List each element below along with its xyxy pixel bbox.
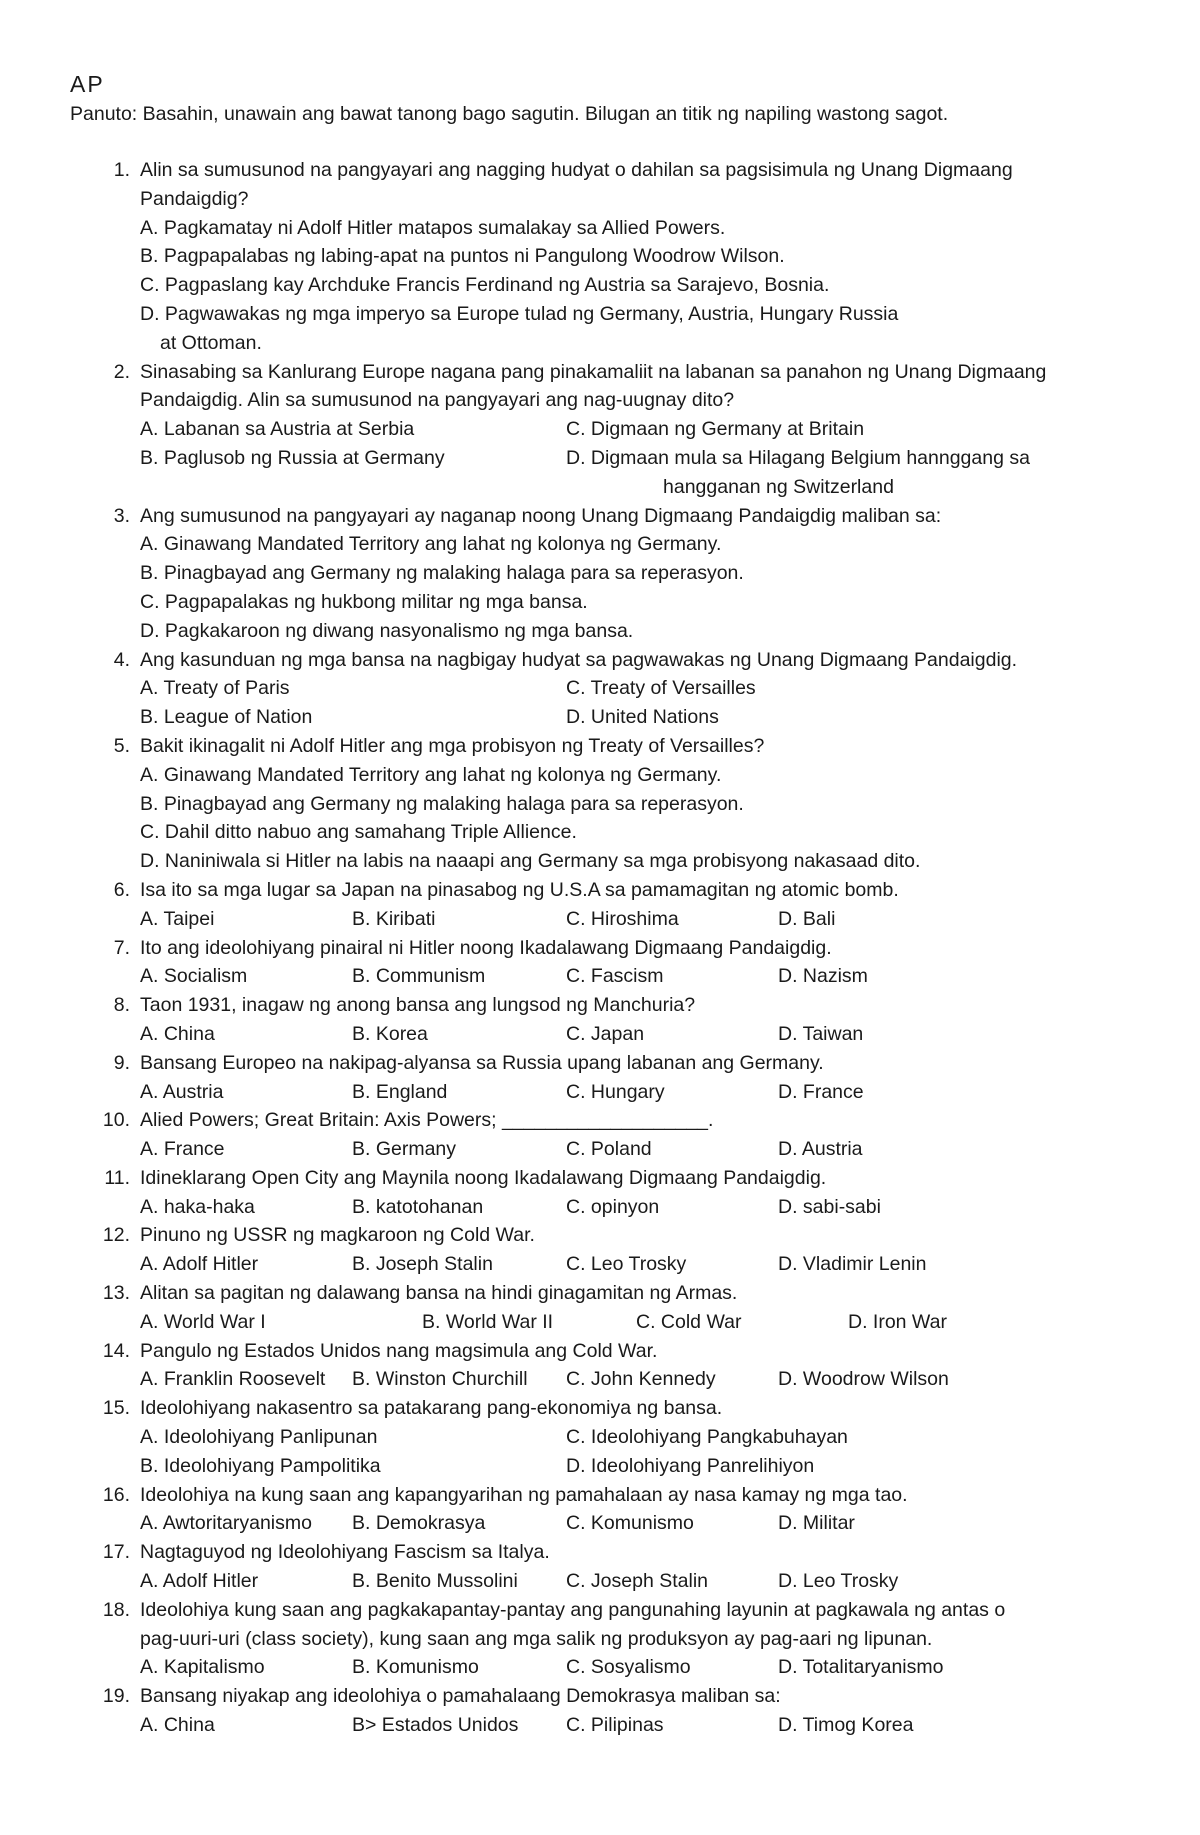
question-number: 13. [102, 1282, 130, 1305]
option-b[interactable]: B. Winston Churchill [352, 1368, 528, 1391]
option-a[interactable]: A. Taipei [140, 907, 215, 930]
option-d[interactable]: D. Ideolohiyang Panrelihiyon [566, 1454, 815, 1477]
option-b[interactable]: B. Paglusob ng Russia at Germany [140, 446, 445, 469]
option-b[interactable]: B. Korea [352, 1022, 428, 1045]
option-a[interactable]: A. World War I [140, 1310, 266, 1333]
question-3 [0, 502, 1200, 646]
question-5 [0, 732, 1200, 876]
question-number: 15. [102, 1397, 130, 1420]
option-c[interactable]: C. Pagpapalakas ng hukbong militar ng mga bansa. [140, 590, 588, 613]
question-stem: Idineklarang Open City ang Maynila noong Ikadalawang Digmaang Pandaigdig. [140, 1166, 827, 1189]
question-number: 2. [113, 360, 130, 383]
question-4 [0, 646, 1200, 732]
option-a[interactable]: A. Adolf Hitler [140, 1570, 259, 1593]
question-stem: Pandaigdig? [140, 187, 249, 210]
option-c[interactable]: C. Hungary [566, 1080, 665, 1103]
option-b[interactable]: B. League of Nation [140, 706, 313, 729]
document-title: AP [70, 71, 105, 97]
option-b[interactable]: B. Ideolohiyang Pampolitika [140, 1454, 381, 1477]
option-c[interactable]: C. opinyon [566, 1195, 660, 1218]
question-number: 19. [102, 1685, 130, 1708]
option-a[interactable]: A. Socialism [140, 965, 248, 988]
option-c[interactable]: C. Treaty of Versailles [566, 677, 756, 700]
question-19 [0, 1682, 1200, 1740]
question-list [0, 156, 1200, 1740]
question-17 [0, 1538, 1200, 1596]
question-number: 8. [113, 994, 130, 1017]
question-13 [0, 1279, 1200, 1337]
option-d[interactable]: D. Vladimir Lenin [778, 1253, 927, 1276]
option-c[interactable]: C. Fascism [566, 965, 664, 988]
question-number: 3. [113, 504, 130, 527]
question-stem: Ang kasunduan ng mga bansa na nagbigay hudyat sa pagwawakas ng Unang Digmaang Pandaigdig. [140, 648, 1018, 671]
question-stem: Alitan sa pagitan ng dalawang bansa na hindi ginagamitan ng Armas. [140, 1282, 738, 1305]
question-18 [0, 1596, 1200, 1682]
question-number: 1. [113, 159, 130, 181]
question-stem: Ideolohiya na kung saan ang kapangyarihan ng pamahalaan ay nasa kamay ng mga tao. [140, 1483, 908, 1506]
option-a[interactable]: A. Labanan sa Austria at Serbia [140, 418, 415, 441]
question-stem: Sinasabing sa Kanlurang Europe nagana pang pinakamaliit na labanan sa panahon ng Unang Digmaang [140, 360, 1047, 383]
question-stem: Alied Powers; Great Britain: Axis Powers; ___________________. [140, 1109, 714, 1132]
option-c[interactable]: C. Sosyalismo [566, 1656, 691, 1679]
option-d[interactable]: D. Digmaan mula sa Hilagang Belgium hannggang sa [566, 446, 1030, 469]
question-9 [0, 1049, 1200, 1107]
option-a[interactable]: A. Adolf Hitler [140, 1253, 259, 1276]
option-c[interactable]: C. Cold War [636, 1310, 742, 1333]
option-b[interactable]: B. katotohanan [352, 1195, 484, 1218]
option-c[interactable]: C. Digmaan ng Germany at Britain [566, 418, 865, 441]
option-d[interactable]: D. Nazism [778, 965, 868, 988]
option-a[interactable]: A. France [140, 1138, 225, 1161]
option-a[interactable]: A. haka-haka [140, 1195, 255, 1218]
option-d[interactable]: D. Totalitaryanismo [778, 1656, 944, 1679]
question-stem: Ito ang ideolohiyang pinairal ni Hitler noong Ikadalawang Digmaang Pandaigdig. [140, 936, 832, 959]
option-a[interactable]: A. Austria [140, 1080, 224, 1103]
option-c[interactable]: C. Dahil ditto nabuo ang samahang Triple Allience. [140, 821, 577, 844]
option-d[interactable]: D. Woodrow Wilson [778, 1368, 949, 1391]
question-number: 4. [113, 648, 130, 671]
option-c[interactable]: C. Japan [566, 1022, 645, 1045]
question-stem: Ideolohiyang nakasentro sa patakarang pang-ekonomiya ng bansa. [140, 1397, 723, 1420]
option-d[interactable]: D. France [778, 1080, 864, 1103]
question-number: 7. [113, 936, 130, 959]
question-number: 5. [113, 734, 130, 757]
question-1 [0, 156, 1200, 358]
option-a[interactable]: A. Ginawang Mandated Territory ang lahat ng kolonya ng Germany. [140, 533, 722, 556]
question-10 [0, 1106, 1200, 1164]
option-d[interactable]: D. Militar [778, 1512, 855, 1535]
option-d[interactable]: D. Leo Trosky [778, 1570, 899, 1593]
question-7 [0, 934, 1200, 992]
option-b[interactable]: B> Estados Unidos [352, 1714, 519, 1737]
question-stem: Alin sa sumusunod na pangyayari ang nagging hudyat o dahilan sa pagsisimula ng Unang Digmaang [140, 159, 1013, 181]
option-b[interactable]: B. World War II [422, 1310, 554, 1333]
question-stem: Taon 1931, inagaw ng anong bansa ang lungsod ng Manchuria? [140, 994, 696, 1017]
option-a[interactable]: A. Treaty of Paris [140, 677, 290, 700]
option-b[interactable]: B. Benito Mussolini [352, 1570, 518, 1593]
option-a[interactable]: A. Pagkamatay ni Adolf Hitler matapos sumalakay sa Allied Powers. [140, 216, 726, 239]
option-a[interactable]: A. Kapitalismo [140, 1656, 265, 1679]
option-d[interactable]: D. Bali [778, 907, 836, 930]
question-stem: Isa ito sa mga lugar sa Japan na pinasabog ng U.S.A sa pamamagitan ng atomic bomb. [140, 878, 899, 901]
option-d[interactable]: D. sabi-sabi [778, 1195, 881, 1218]
option-d[interactable]: D. Austria [778, 1138, 863, 1161]
question-stem: pag-uuri-uri (class society), kung saan ang mga salik ng produksyon ay pag-aari ng lipunan. [140, 1627, 933, 1650]
option-b[interactable]: B. Communism [352, 965, 486, 988]
option-d[interactable]: D. United Nations [566, 706, 719, 729]
question-6 [0, 876, 1200, 934]
question-stem: Ideolohiya kung saan ang pagkakapantay-pantay ang pangunahing layunin at pagkawala ng antas o [140, 1598, 1006, 1621]
option-b[interactable]: B. Pinagbayad ang Germany ng malaking halaga para sa reperasyon. [140, 562, 744, 585]
option-a[interactable]: A. China [140, 1022, 215, 1045]
option-c[interactable]: C. Ideolohiyang Pangkabuhayan [566, 1426, 848, 1449]
question-2 [0, 358, 1200, 502]
option-a[interactable]: A. Ginawang Mandated Territory ang lahat ng kolonya ng Germany. [140, 763, 722, 786]
question-15 [0, 1394, 1200, 1480]
question-stem: Pangulo ng Estados Unidos nang magsimula ang Cold War. [140, 1339, 658, 1362]
question-14 [0, 1337, 1200, 1395]
option-c[interactable]: C. John Kennedy [566, 1368, 716, 1391]
option-c[interactable]: C. Komunismo [566, 1512, 694, 1535]
question-number: 18. [102, 1598, 130, 1621]
question-number: 16. [102, 1483, 130, 1506]
question-stem: Ang sumusunod na pangyayari ay naganap noong Unang Digmaang Pandaigdig maliban sa: [140, 504, 942, 527]
option-c[interactable]: C. Hiroshima [566, 907, 679, 930]
question-stem: Pandaigdig. Alin sa sumusunod na pangyayari ang nag-uugnay dito? [140, 389, 735, 412]
question-stem: Bansang niyakap ang ideolohiya o pamahalaang Demokrasya maliban sa: [140, 1685, 781, 1708]
instructions: Panuto: Basahin, unawain ang bawat tanong bago sagutin. Bilugan an titik ng napiling wastong sagot. [70, 103, 949, 125]
question-11 [0, 1164, 1200, 1222]
option-c[interactable]: C. Joseph Stalin [566, 1570, 708, 1593]
option-b[interactable]: B. Pinagbayad ang Germany ng malaking halaga para sa reperasyon. [140, 792, 744, 815]
question-12 [0, 1221, 1200, 1279]
question-stem: Bakit ikinagalit ni Adolf Hitler ang mga probisyon ng Treaty of Versailles? [140, 734, 765, 757]
option-b[interactable]: B. Pagpapalabas ng labing-apat na puntos ni Pangulong Woodrow Wilson. [140, 245, 785, 268]
option-a[interactable]: A. China [140, 1714, 215, 1737]
option-d[interactable]: D. Pagkakaroon ng diwang nasyonalismo ng mga bansa. [140, 619, 634, 642]
question-number: 14. [102, 1339, 130, 1362]
option-b[interactable]: B. Kiribati [352, 907, 436, 930]
option-b[interactable]: B. England [352, 1080, 448, 1103]
option-d[interactable]: D. Pagwawakas ng mga imperyo sa Europe tulad ng Germany, Austria, Hungary Russia [140, 302, 899, 325]
option-b[interactable]: B. Joseph Stalin [352, 1253, 493, 1276]
option-c[interactable]: C. Poland [566, 1138, 652, 1161]
option-b[interactable]: B. Komunismo [352, 1656, 479, 1679]
question-number: 12. [102, 1224, 130, 1247]
question-16 [0, 1481, 1200, 1539]
option-d[interactable]: D. Naniniwala si Hitler na labis na naaapi ang Germany sa mga probisyong nakasaad dito. [140, 850, 921, 873]
option-b[interactable]: B. Demokrasya [352, 1512, 486, 1535]
option-a[interactable]: A. Franklin Roosevelt [140, 1368, 326, 1391]
option-d[interactable]: D. Timog Korea [778, 1714, 914, 1737]
question-number: 6. [113, 878, 130, 901]
option-a[interactable]: A. Awtoritaryanismo [140, 1512, 312, 1535]
option-d-continuation: hangganan ng Switzerland [663, 475, 894, 498]
option-a[interactable]: A. Ideolohiyang Panlipunan [140, 1426, 378, 1449]
option-d[interactable]: D. Taiwan [778, 1022, 864, 1045]
question-number: 10. [102, 1109, 130, 1132]
option-c[interactable]: C. Pagpaslang kay Archduke Francis Ferdinand ng Austria sa Sarajevo, Bosnia. [140, 274, 830, 297]
option-c[interactable]: C. Pilipinas [566, 1714, 664, 1737]
question-stem: Nagtaguyod ng Ideolohiyang Fascism sa Italya. [140, 1541, 550, 1564]
option-d-continuation: at Ottoman. [160, 331, 262, 354]
question-stem: Pinuno ng USSR ng magkaroon ng Cold War. [140, 1224, 535, 1247]
question-number: 9. [113, 1051, 130, 1074]
question-number: 11. [104, 1166, 130, 1189]
option-c[interactable]: C. Leo Trosky [566, 1253, 687, 1276]
question-number: 17. [102, 1541, 130, 1564]
option-d[interactable]: D. Iron War [848, 1310, 947, 1333]
option-b[interactable]: B. Germany [352, 1138, 457, 1161]
question-8 [0, 991, 1200, 1049]
question-stem: Bansang Europeo na nakipag-alyansa sa Russia upang labanan ang Germany. [140, 1051, 824, 1074]
